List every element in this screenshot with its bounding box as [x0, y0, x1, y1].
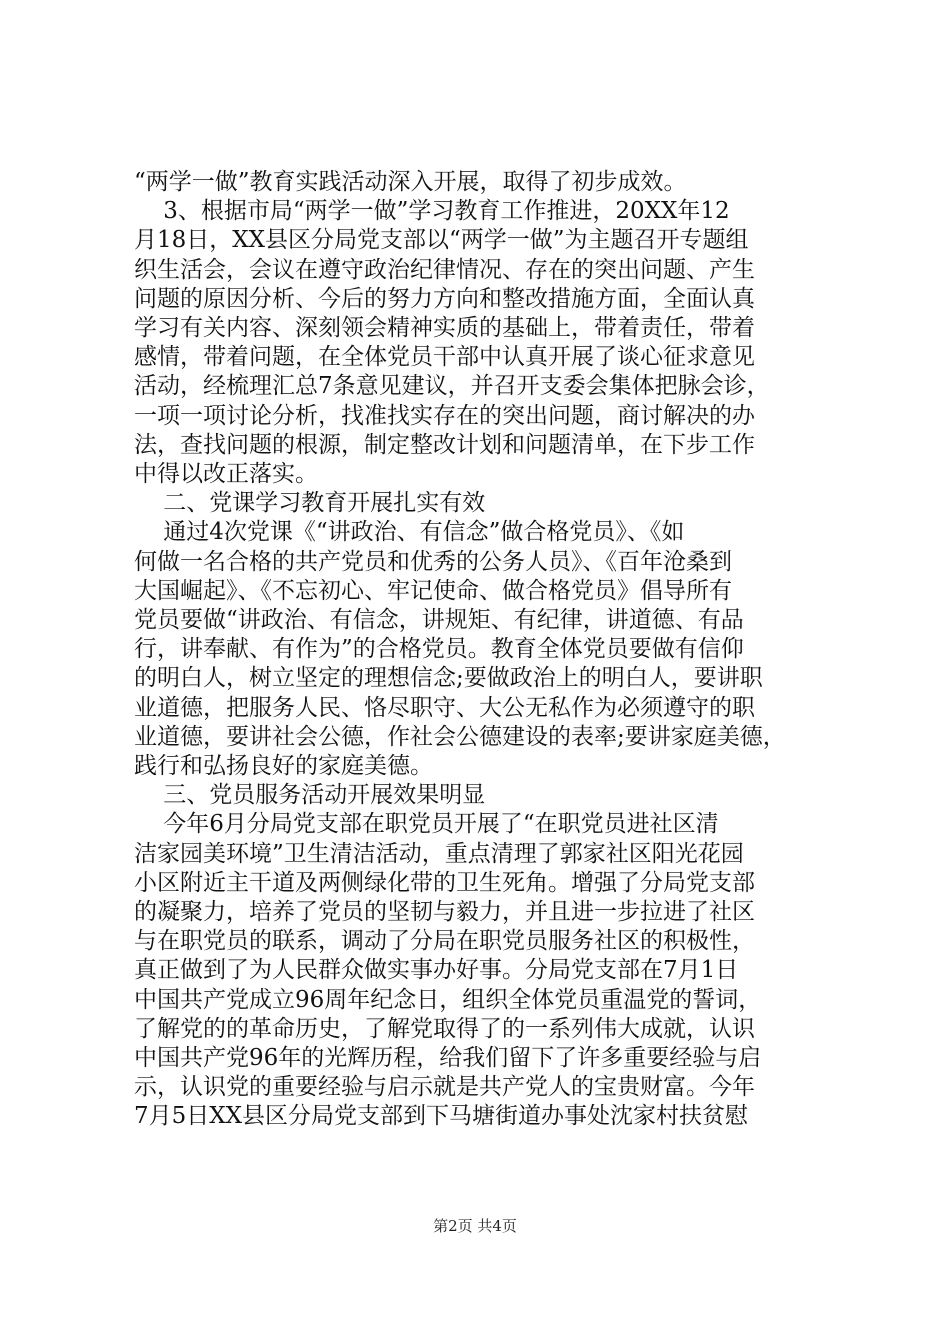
body-line: 的凝聚力，培养了党员的坚韧与毅力，并且进一步拉进了社区 [134, 899, 755, 925]
body-line: 中国共产党96年的光辉历程，给我们留下了许多重要经验与启 [134, 1045, 762, 1071]
body-line: 问题的原因分析、今后的努力方向和整改措施方面，全面认真 [134, 285, 755, 312]
body-line: 月18日，XX县区分局党支部以“两学一做”为主题召开专题组 [134, 227, 749, 254]
body-line: 7月5日XX县区分局党支部到下马塘街道办事处沈家村扶贫慰 [134, 1103, 749, 1130]
page-footer: 第2页 共4页 [433, 1217, 517, 1235]
body-line: 3、根据市局“两学一做”学习教育工作推进，20XX年12 [134, 198, 730, 225]
body-line: 今年6月分局党支部在职党员开展了“在职党员进社区清 [134, 811, 719, 838]
body-line: 洁家园美环境”卫生清洁活动，重点清理了郭家社区阳光花园 [134, 840, 744, 867]
body-line: 业道德，把服务人民、恪尽职守、大公无私作为必须遵守的职 [134, 694, 755, 721]
body-line: 通过4次党课《“讲政治、有信念”做合格党员》、《如 [134, 519, 685, 546]
body-line: “两学一做”教育实践活动深入开展，取得了初步成效。 [134, 169, 687, 195]
body-line: 织生活会，会议在遵守政治纪律情况、存在的突出问题、产生 [134, 256, 755, 283]
body-line: 何做一名合格的共产党员和优秀的公务人员》、《百年沧桑到 [134, 548, 732, 575]
body-line: 了解党的的革命历史，了解党取得了的一系列伟大成就，认识 [134, 1015, 755, 1042]
body-line: 活动，经梳理汇总7条意见建议，并召开支委会集体把脉会诊， [134, 373, 770, 400]
body-line: 中国共产党成立96周年纪念日，组织全体党员重温党的誓词， [134, 986, 762, 1013]
body-line: 业道德，要讲社会公德，作社会公德建设的表率;要讲家庭美德， [134, 723, 786, 750]
body-line: 示，认识党的重要经验与启示就是共产党人的宝贵财富。今年 [134, 1074, 755, 1101]
body-line: 感情，带着问题，在全体党员干部中认真开展了谈心征求意见 [134, 344, 755, 371]
body-line: 大国崛起》、《不忘初心、牢记使命、做合格党员》倡导所有 [134, 577, 732, 604]
section-heading: 二、党课学习教育开展扎实有效 [134, 490, 486, 517]
body-line: 真正做到了为人民群众做实事办好事。分局党支部在7月1日 [134, 957, 739, 984]
section-heading: 三、党员服务活动开展效果明显 [134, 782, 486, 809]
body-line: 党员要做“讲政治、有信念，讲规矩、有纪律，讲道德、有品 [134, 607, 744, 633]
body-line: 中得以改正落实。 [134, 461, 318, 487]
body-line: 法，查找问题的根源，制定整改计划和问题清单，在下步工作 [134, 431, 755, 458]
body-line: 与在职党员的联系，调动了分局在职党员服务社区的积极性， [134, 928, 755, 955]
body-line: 践行和弘扬良好的家庭美德。 [134, 753, 433, 779]
body-line: 小区附近主干道及两侧绿化带的卫生死角。增强了分局党支部 [134, 869, 755, 896]
body-line: 的明白人，树立坚定的理想信念;要做政治上的明白人，要讲职 [134, 665, 763, 692]
body-line: 行，讲奉献、有作为”的合格党员。教育全体党员要做有信仰 [134, 636, 744, 663]
body-line: 一项一项讨论分析，找准找实存在的突出问题，商讨解决的办 [134, 402, 755, 429]
body-line: 学习有关内容、深刻领会精神实质的基础上，带着责任，带着 [134, 315, 755, 341]
